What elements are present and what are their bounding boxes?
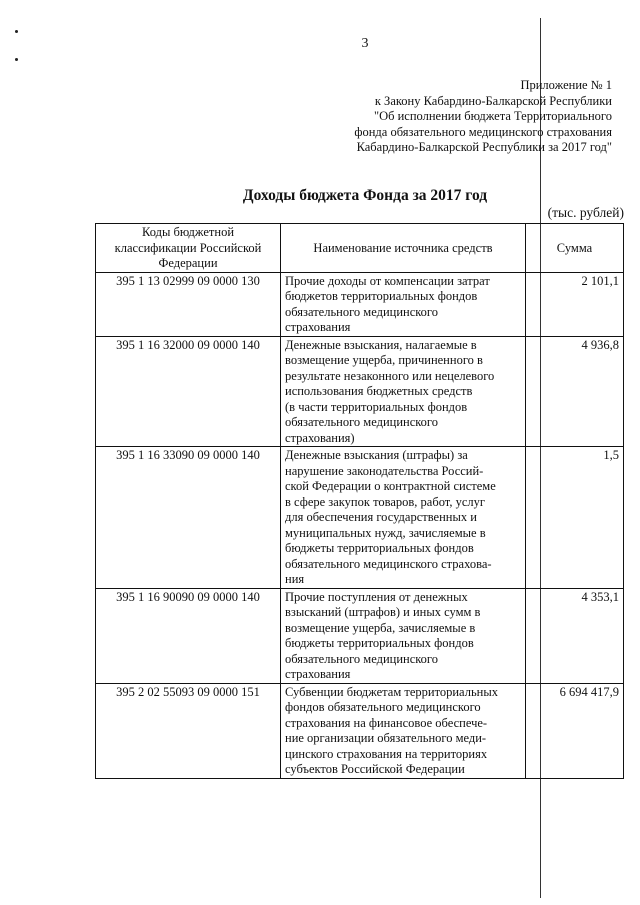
row-name xyxy=(281,336,526,447)
appendix-line: фонда обязательного медицинского страхования xyxy=(354,124,612,139)
row-sum: 6 694 417,9 xyxy=(526,683,624,778)
row-name-line: страхования на финансовое обеспече- xyxy=(285,715,488,730)
row-name-line: возмещение ущерба, причиненного в xyxy=(285,353,483,367)
row-name-line: ние организации обязательного меди- xyxy=(285,731,487,745)
row-name-line: бюджеты территориальных фондов xyxy=(285,636,474,650)
row-sum: 4 936,8 xyxy=(526,336,624,447)
appendix-line: "Об исполнении бюджета Территориального xyxy=(373,109,612,123)
row-code: 395 1 16 33090 09 0000 140 xyxy=(96,447,281,589)
scan-speck xyxy=(15,30,18,33)
row-name-line: бюджеты территориальных фондов xyxy=(285,541,474,555)
row-name-line: Прочие доходы от компенсации затрат xyxy=(285,273,490,288)
table-row xyxy=(96,683,624,778)
appendix-line: к Закону Кабардино-Балкарской Республики xyxy=(374,93,612,108)
row-name-line: ской Федерации о контрактной системе xyxy=(285,479,496,493)
scan-speck xyxy=(15,58,18,61)
row-name-line: возмещение ущерба, зачисляемые в xyxy=(285,620,476,635)
income-table xyxy=(95,223,624,779)
header-sum: Сумма xyxy=(526,224,624,273)
row-name xyxy=(281,683,526,778)
row-name xyxy=(281,447,526,589)
row-code: 395 1 13 02999 09 0000 130 xyxy=(96,272,281,336)
row-name-line: муниципальных нужд, зачисляемые в xyxy=(285,525,486,540)
row-name-line: обязательного медицинского xyxy=(285,304,439,319)
row-name-line: страхования) xyxy=(285,430,355,445)
row-name-line: результате незаконного или нецелевого xyxy=(285,368,495,383)
row-name-line: Денежные взыскания, налагаемые в xyxy=(285,337,477,352)
row-name-line: нарушение законодательства Россий- xyxy=(285,463,484,478)
units-label: (тыс. рублей) xyxy=(547,205,624,220)
page-number: 3 xyxy=(361,36,369,51)
row-sum: 4 353,1 xyxy=(526,588,624,683)
row-name-line: обязательного медицинского xyxy=(285,651,439,666)
row-name xyxy=(281,272,526,336)
row-name-line: в сфере закупок товаров, работ, услуг xyxy=(285,494,485,509)
row-name-line: (в части территориальных фондов xyxy=(285,399,468,414)
appendix-line: Приложение № 1 xyxy=(520,78,612,92)
table-row xyxy=(96,336,624,447)
appendix-header xyxy=(272,78,612,156)
document-title: Доходы бюджета Фонда за 2017 год xyxy=(242,187,488,204)
row-sum: 2 101,1 xyxy=(526,272,624,336)
row-name-line: для обеспечения государственных и xyxy=(285,510,477,524)
row-name-line: Прочие поступления от денежных xyxy=(285,589,468,604)
row-code: 395 1 16 32000 09 0000 140 xyxy=(96,336,281,447)
row-name-line: бюджетов территориальных фондов xyxy=(285,289,478,303)
table-header-row xyxy=(96,224,624,273)
table-row xyxy=(96,588,624,683)
row-name-line: Субвенции бюджетам территориальных xyxy=(285,684,498,699)
row-sum: 1,5 xyxy=(526,447,624,589)
header-name: Наименование источника средств xyxy=(281,224,526,273)
row-name-line: ния xyxy=(285,572,305,586)
row-name-line: субъектов Российской Федерации xyxy=(285,762,465,776)
header-code: Коды бюджетной классификации Российской Федерации xyxy=(96,224,281,273)
row-name-line: использования бюджетных средств xyxy=(285,384,473,398)
row-name-line: фондов обязательного медицинского xyxy=(285,700,481,714)
row-code: 395 1 16 90090 09 0000 140 xyxy=(96,588,281,683)
row-name-line: цинского страхования на территориях xyxy=(285,746,488,761)
appendix-line: Кабардино-Балкарской Республики за 2017 год" xyxy=(356,140,612,154)
row-name-line: Денежные взыскания (штрафы) за xyxy=(285,448,468,462)
row-name-line: обязательного медицинского xyxy=(285,415,439,429)
row-name-line: взысканий (штрафов) и иных сумм в xyxy=(285,605,481,619)
row-name-line: обязательного медицинского страхова- xyxy=(285,556,492,571)
row-name-line: страхования xyxy=(285,667,351,681)
table-row xyxy=(96,272,624,336)
row-name-line: страхования xyxy=(285,320,351,334)
row-name xyxy=(281,588,526,683)
table-row xyxy=(96,447,624,589)
row-code: 395 2 02 55093 09 0000 151 xyxy=(96,683,281,778)
